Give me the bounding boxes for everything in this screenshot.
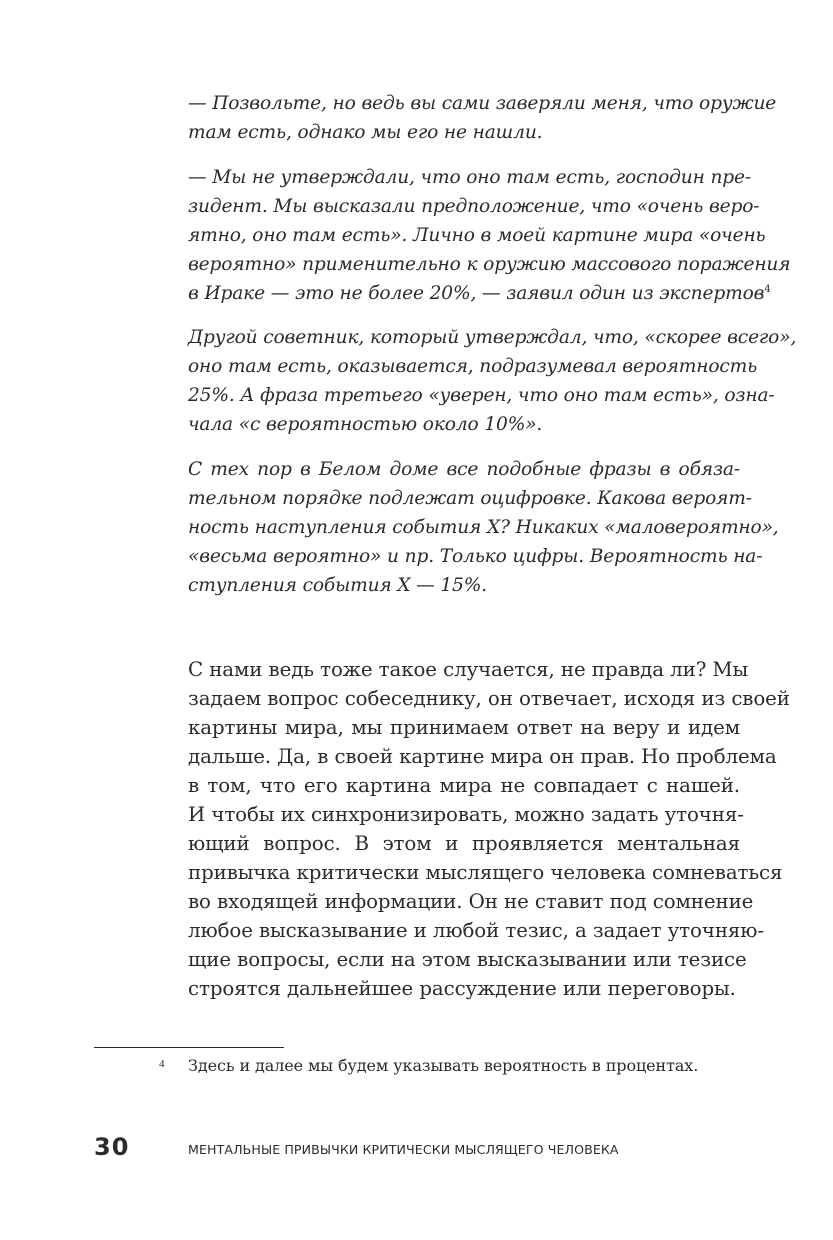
body-line: привычка критически мыслящего человека сомневаться [188,861,783,884]
footnote-text: Здесь и далее мы будем указывать вероятность в процентах. [188,1056,699,1075]
body-line: картины мира, мы принимаем ответ на веру и идем [188,716,740,739]
footnote-number: 4 [159,1058,165,1070]
quote-p3-line: чала «с вероятностью около 10%». [188,414,543,435]
quote-p4-line: ступления события X — 15%. [188,575,488,596]
page-number: 30 [94,1133,130,1161]
body-line: С нами ведь тоже такое случается, не правда ли? Мы [188,658,749,681]
footnote-divider [94,1047,284,1048]
body-line: любое высказывание и любой тезис, а задает уточняю- [188,919,764,942]
quote-p2-line: ятно, оно там есть». Лично в моей картине мира «очень [188,225,766,246]
body-line: И чтобы их синхронизировать, можно задать уточня- [188,803,744,826]
body-line: в том, что его картина мира не совпадает с нашей. [188,774,740,797]
body-line: задаем вопрос собеседнику, он отвечает, исходя из своей [188,687,790,710]
body-line: дальше. Да, в своей картине мира он прав. Но проблема [188,745,777,768]
quote-p4-line: ность наступления события X? Никаких «маловероятно», [188,517,779,538]
quote-p2-line [188,279,771,308]
quote-p3-line: Другой советник, который утверждал, что, «скорее всего», [188,327,797,348]
quote-p3-line: оно там есть, оказывается, подразумевал вероятность [188,356,758,377]
body-line: строятся дальнейшее рассуждение или переговоры. [188,977,736,1000]
body-line: щие вопросы, если на этом высказывании или тезисе [188,948,747,971]
quote-p2-line: зидент. Мы высказали предположение, что «очень веро- [188,196,760,217]
quote-p4-line: «весьма вероятно» и пр. Только цифры. Вероятность на- [188,546,763,567]
body-line: ющий вопрос. В этом и проявляется ментальная [188,832,740,855]
quote-p3-line: 25%. А фраза третьего «уверен, что оно там есть», озна- [188,385,775,406]
quote-p2-line: вероятно» применительно к оружию массового поражения [188,254,791,275]
quote-p2-last-text: в Ираке — это не более 20%, — заявил один из экспертов [188,283,765,304]
quote-p4-line: тельном порядке подлежат оцифровке. Какова вероят- [188,488,752,509]
footnote-reference[interactable]: 4 [764,283,771,295]
quote-p1-line: там есть, однако мы его не нашли. [188,122,543,143]
quote-p1-line: — Позвольте, но ведь вы сами заверяли меня, что оружие [188,93,777,114]
body-line: во входящей информации. Он не ставит под сомнение [188,890,754,913]
quote-p2-line: — Мы не утверждали, что оно там есть, господин пре- [188,167,752,188]
running-head: МЕНТАЛЬНЫЕ ПРИВЫЧКИ КРИТИЧЕСКИ МЫСЛЯЩЕГО ЧЕЛОВЕКА [188,1142,619,1157]
quote-p4-line: С тех пор в Белом доме все подобные фразы в обяза- [188,459,740,480]
